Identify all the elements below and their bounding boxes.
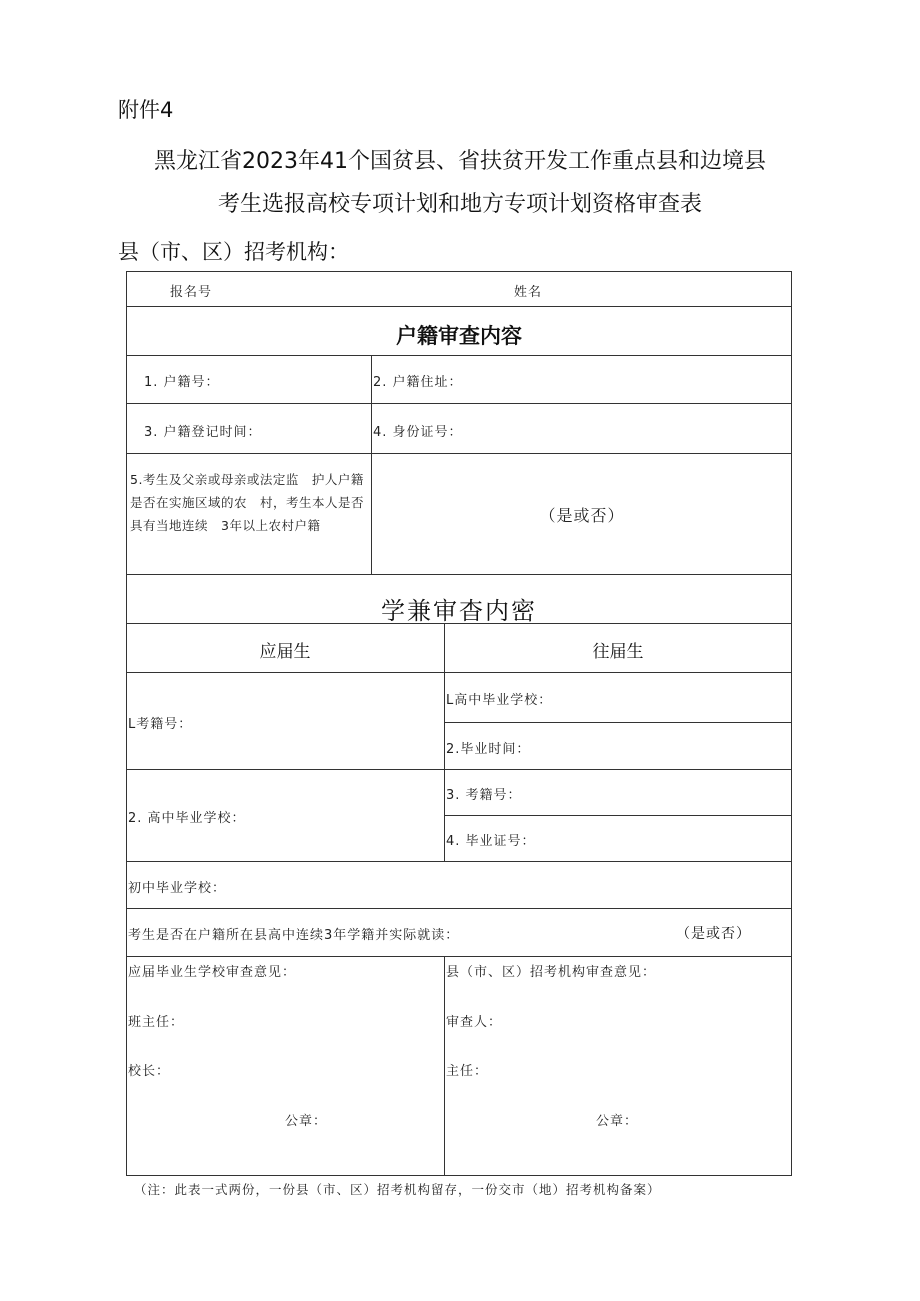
form-title-line2: 考生选报高校专项计划和地方专项计划资格审查表	[217, 192, 702, 217]
past-cert-no-field[interactable]: 4. 毕业证号：	[446, 834, 536, 849]
junior-school-field[interactable]: 初中毕业学校：	[128, 881, 227, 896]
head-teacher-field[interactable]: 班主任：	[128, 1015, 185, 1030]
continuous-study-question: 考生是否在户籍所在县高中连续3年学籍并实际就读：	[128, 928, 460, 943]
household-section-title: 户籍审查内容	[396, 324, 522, 348]
current-grad-header: 应届生	[259, 642, 311, 662]
continuous-study-answer-field[interactable]: （是或否）	[676, 926, 751, 942]
registration-no-label: 报名号	[170, 285, 213, 300]
past-high-school-field[interactable]: L高中毕业学校：	[446, 693, 553, 708]
principal-field[interactable]: 校长：	[128, 1064, 171, 1079]
director-field[interactable]: 主任：	[446, 1064, 489, 1079]
current-exam-no-field[interactable]: L考籍号：	[128, 717, 193, 732]
footer-note: （注：此表一式两份，一份县（市、区）招考机构留存，一份交市（地）招考机构备案）	[134, 1182, 661, 1197]
attachment-label: 附件4	[118, 98, 174, 122]
hukou-no-field[interactable]: 1. 户籍号：	[144, 375, 220, 390]
hukou-address-field[interactable]: 2. 户籍住址：	[373, 375, 463, 390]
past-grad-header: 往届生	[592, 642, 644, 662]
past-exam-no-field[interactable]: 3. 考籍号：	[446, 788, 522, 803]
form-title-line1: 黑龙江省2023年41个国贫县、省扶贫开发工作重点县和边境县	[154, 149, 766, 174]
past-grad-time-field[interactable]: 2.毕业时间：	[446, 742, 531, 757]
agency-seal-label: 公章：	[596, 1114, 639, 1129]
school-seal-label: 公章：	[285, 1114, 328, 1129]
current-high-school-field[interactable]: 2. 高中毕业学校：	[128, 811, 246, 826]
school-section-title: 学兼审杳内密	[381, 597, 537, 625]
name-label: 姓名	[514, 285, 543, 300]
reviewer-field[interactable]: 审查人：	[446, 1015, 503, 1030]
school-opinion-label: 应届毕业生学校审查意见：	[128, 965, 297, 980]
id-no-field[interactable]: 4. 身份证号：	[373, 425, 463, 440]
register-time-field[interactable]: 3. 户籍登记时间：	[144, 425, 262, 440]
county-agency-label: 县（市、区）招考机构：	[118, 240, 349, 264]
rural-hukou-answer-field[interactable]: （是或否）	[539, 506, 625, 525]
rural-hukou-question: 5.考生及父亲或母亲或法定监 护人户籍是否在实施区域的农 村，考生本人是否具有当地连续 3年以上农村户籍	[130, 472, 365, 533]
agency-opinion-label: 县（市、区）招考机构审查意见：	[446, 965, 657, 980]
